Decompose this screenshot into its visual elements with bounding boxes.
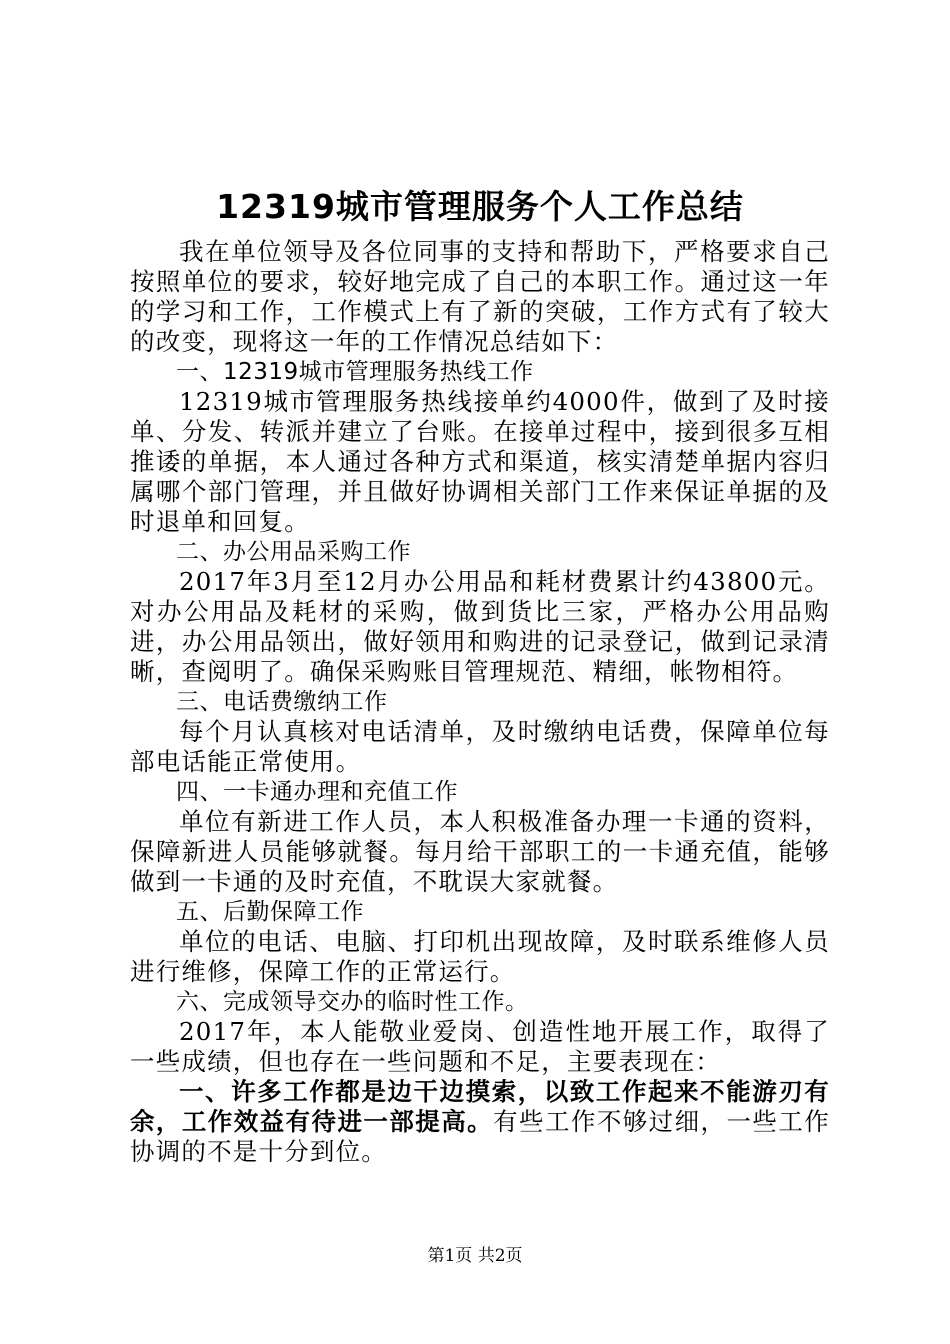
- document-page: [130, 185, 830, 1167]
- issue-paragraph: [130, 1077, 830, 1167]
- section-body-3: 每个月认真核对电话清单，及时缴纳电话费，保障单位每部电话能正常使用。: [130, 717, 830, 776]
- issue-rest-text: 有些工作不够过细，一些工作协调的不是十分到位。: [130, 1107, 830, 1166]
- section-heading-3: 三、电话费缴纳工作: [176, 689, 388, 715]
- page-footer: 第1页 共2页: [427, 1246, 523, 1266]
- section-body-5: 单位的电话、电脑、打印机出现故障，及时联系维修人员进行维修，保障工作的正常运行。: [130, 927, 830, 986]
- section-body-1: 12319城市管理服务热线接单约4000件，做到了及时接单、分发、转派并建立了台账。在接单过程中，接到很多互相推诿的单据，本人通过各种方式和渠道，核实清楚单据内容归属哪个部门管理，并且做好协调相关部门工作来保证单据的及时退单和回复。: [130, 387, 830, 536]
- page-title: 12319城市管理服务个人工作总结: [216, 187, 744, 226]
- section-heading-5: 五、后勤保障工作: [176, 899, 364, 925]
- section-heading-2: 二、办公用品采购工作: [176, 539, 411, 565]
- section-body-4: 单位有新进工作人员，本人积极准备办理一卡通的资料，保障新进人员能够就餐。每月给干部职工的一卡通充值，能够做到一卡通的及时充值，不耽误大家就餐。: [130, 807, 830, 896]
- section-heading-4: 四、一卡通办理和充值工作: [176, 779, 458, 805]
- section-body-2: 2017年3月至12月办公用品和耗材费累计约43800元。对办公用品及耗材的采购，做到货比三家，严格办公用品购进，办公用品领出，做好领用和购进的记录登记，做到记录清晰，查阅明了。确保采购账目管理规范、精细，帐物相符。: [130, 567, 830, 686]
- intro-paragraph: 我在单位领导及各位同事的支持和帮助下，严格要求自己按照单位的要求，较好地完成了自己的本职工作。通过这一年的学习和工作，工作模式上有了新的突破，工作方式有了较大的改变，现将这一年的工作情况总结如下：: [130, 237, 830, 356]
- section-body-6: 2017年，本人能敬业爱岗、创造性地开展工作，取得了一些成绩，但也存在一些问题和不足，主要表现在：: [130, 1017, 830, 1076]
- section-heading-6: 六、完成领导交办的临时性工作。: [176, 989, 529, 1015]
- issue-lead-text: 一、许多工作都是边干边摸索，以致工作起来不能游刃有余，工作效益有待进一部提高。: [130, 1077, 830, 1136]
- section-heading-1: 一、12319城市管理服务热线工作: [176, 359, 534, 385]
